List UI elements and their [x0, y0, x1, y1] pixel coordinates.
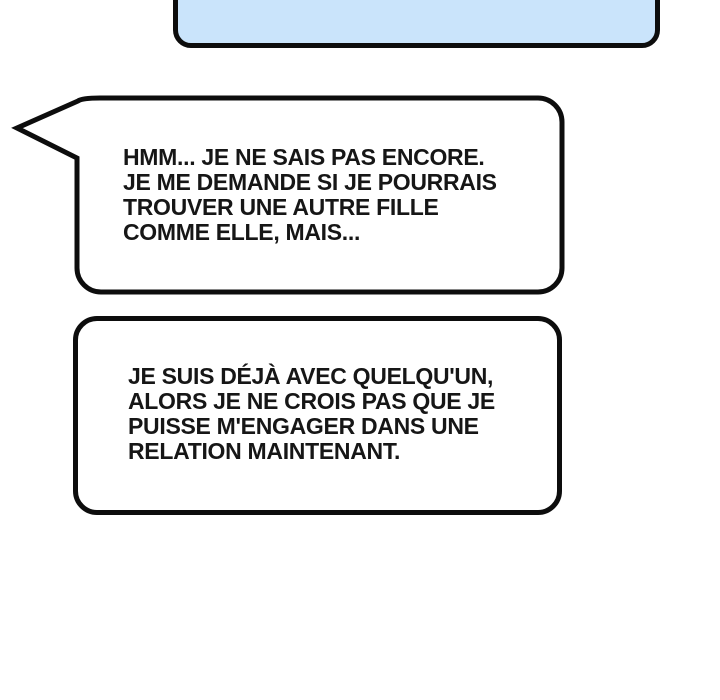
dialogue-line: ALORS JE NE CROIS PAS QUE JE [128, 388, 495, 414]
dialogue-line: RELATION MAINTENANT. [128, 438, 401, 464]
dialogue-line: TROUVER UNE AUTRE FILLE [123, 194, 439, 220]
dialogue-line: JE ME DEMANDE SI JE POURRAIS [123, 169, 497, 195]
dialogue-line: COMME ELLE, MAIS... [123, 219, 361, 245]
dialogue-text-relation [128, 364, 558, 464]
dialogue-text-hmm [123, 145, 553, 245]
dialogue-line: HMM... JE NE SAIS PAS ENCORE. [123, 144, 485, 170]
dialogue-line: PUISSE M'ENGAGER DANS UNE [128, 413, 479, 439]
dialogue-line: JE SUIS DÉJÀ AVEC QUELQU'UN, [128, 363, 494, 389]
speech-bubble-blue-partial [173, 0, 660, 48]
